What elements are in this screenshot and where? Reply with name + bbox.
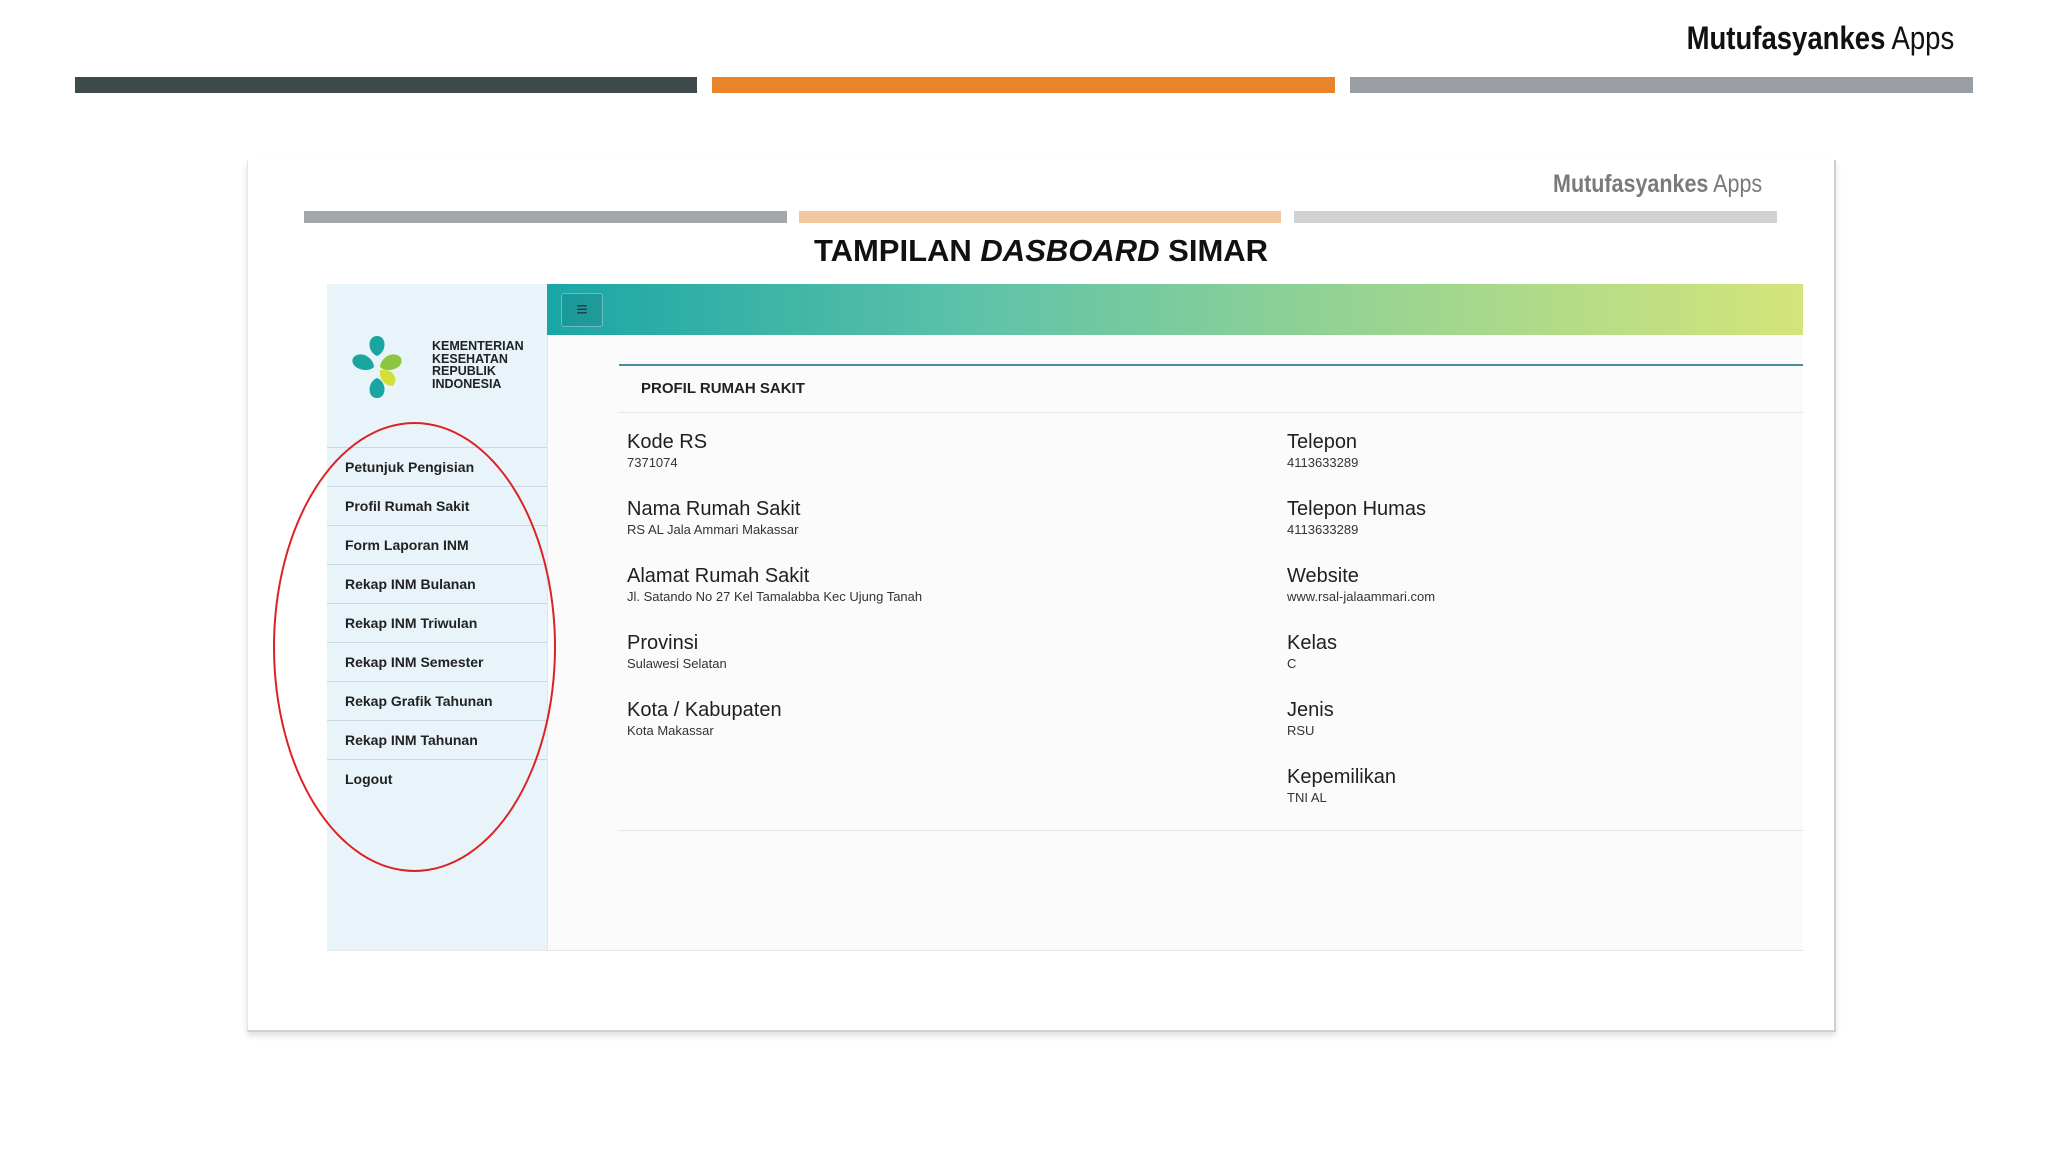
- field-kota-kabupaten: [627, 698, 922, 765]
- field-label: Kelas: [1287, 632, 1338, 654]
- field-label: Alamat Rumah Sakit: [627, 565, 810, 587]
- field-kode-rs: [627, 430, 922, 497]
- field-jenis: [1287, 698, 1435, 765]
- inner-bar-1: [304, 211, 787, 223]
- field-value: RS AL Jala Ammari Makassar: [627, 522, 799, 537]
- field-value: TNI AL: [1287, 790, 1327, 805]
- top-navbar: [547, 284, 1803, 335]
- field-value: Jl. Satando No 27 Kel Tamalabba Kec Ujung Tanah: [627, 589, 923, 604]
- field-label: Kepemilikan: [1287, 766, 1396, 788]
- ministry-name-line: INDONESIA: [432, 376, 502, 391]
- field-website: [1287, 564, 1435, 631]
- field-value: www.rsal-jalaammari.com: [1287, 589, 1436, 604]
- field-kelas: [1287, 631, 1435, 698]
- kemenkes-logo-icon: [347, 334, 407, 400]
- nav-profil-rumah-sakit[interactable]: Profil Rumah Sakit: [327, 486, 547, 525]
- nav-rekap-inm-triwulan[interactable]: Rekap INM Triwulan: [327, 603, 547, 642]
- ministry-name: [432, 340, 542, 390]
- field-value: RSU: [1287, 723, 1315, 738]
- field-label: Kota / Kabupaten: [627, 699, 782, 721]
- profile-left-column: [627, 430, 922, 765]
- hospital-profile-panel: [619, 364, 1803, 831]
- frame-title-post: SIMAR: [1168, 233, 1269, 268]
- ministry-name-line: KEMENTERIAN: [432, 339, 524, 353]
- field-label: Jenis: [1287, 699, 1334, 721]
- field-telepon: [1287, 430, 1435, 497]
- field-label: Nama Rumah Sakit: [627, 498, 801, 520]
- nav-petunjuk-pengisian[interactable]: Petunjuk Pengisian: [327, 447, 547, 486]
- field-alamat: [627, 564, 922, 631]
- field-value: 4113633289: [1287, 522, 1359, 537]
- slide-brand: [1686, 20, 1954, 57]
- nav-rekap-inm-bulanan[interactable]: Rekap INM Bulanan: [327, 564, 547, 603]
- field-telepon-humas: [1287, 497, 1435, 564]
- inner-bar-3: [1294, 211, 1777, 223]
- panel-divider: [619, 830, 1803, 831]
- field-value: 7371074: [627, 455, 678, 470]
- field-value: Sulawesi Selatan: [627, 656, 727, 671]
- hamburger-icon[interactable]: ≡: [561, 293, 603, 327]
- inner-brand-light: Apps: [1712, 170, 1762, 198]
- profile-right-column: [1287, 430, 1435, 832]
- nav-form-laporan-inm[interactable]: Form Laporan INM: [327, 525, 547, 564]
- frame-title-pre: TAMPILAN: [813, 233, 972, 268]
- field-value: C: [1287, 656, 1297, 671]
- field-nama-rumah-sakit: [627, 497, 922, 564]
- field-value: 4113633289: [1287, 455, 1359, 470]
- ministry-name-line: KESEHATAN: [432, 351, 508, 366]
- frame-title-emphasis: DASBOARD: [980, 233, 1160, 268]
- inner-brand: [1553, 170, 1762, 199]
- field-label: Website: [1287, 565, 1359, 587]
- panel-title: PROFIL RUMAH SAKIT: [619, 366, 1803, 413]
- slide-bar-1: [75, 77, 697, 93]
- field-label: Telepon: [1287, 431, 1358, 453]
- field-kepemilikan: [1287, 765, 1435, 832]
- slide-brand-light: Apps: [1891, 20, 1954, 56]
- inner-bar-2: [799, 211, 1281, 223]
- field-value: Kota Makassar: [627, 723, 714, 738]
- field-label: Kode RS: [627, 431, 708, 453]
- field-label: Provinsi: [627, 632, 699, 654]
- ministry-name-line: REPUBLIK: [432, 364, 496, 378]
- annotation-ellipse: [273, 422, 556, 872]
- frame-title: [248, 233, 1834, 269]
- nav-rekap-inm-tahunan[interactable]: Rekap INM Tahunan: [327, 720, 547, 759]
- nav-rekap-grafik-tahunan[interactable]: Rekap Grafik Tahunan: [327, 681, 547, 720]
- field-provinsi: [627, 631, 922, 698]
- slide-bar-3: [1350, 77, 1973, 93]
- slide-brand-bold: Mutufasyankes: [1686, 20, 1886, 56]
- field-label: Telepon Humas: [1287, 498, 1426, 520]
- slide-bar-2: [712, 77, 1335, 93]
- inner-brand-bold: Mutufasyankes: [1552, 170, 1709, 198]
- nav-rekap-inm-semester[interactable]: Rekap INM Semester: [327, 642, 547, 681]
- nav-logout[interactable]: Logout: [327, 759, 547, 798]
